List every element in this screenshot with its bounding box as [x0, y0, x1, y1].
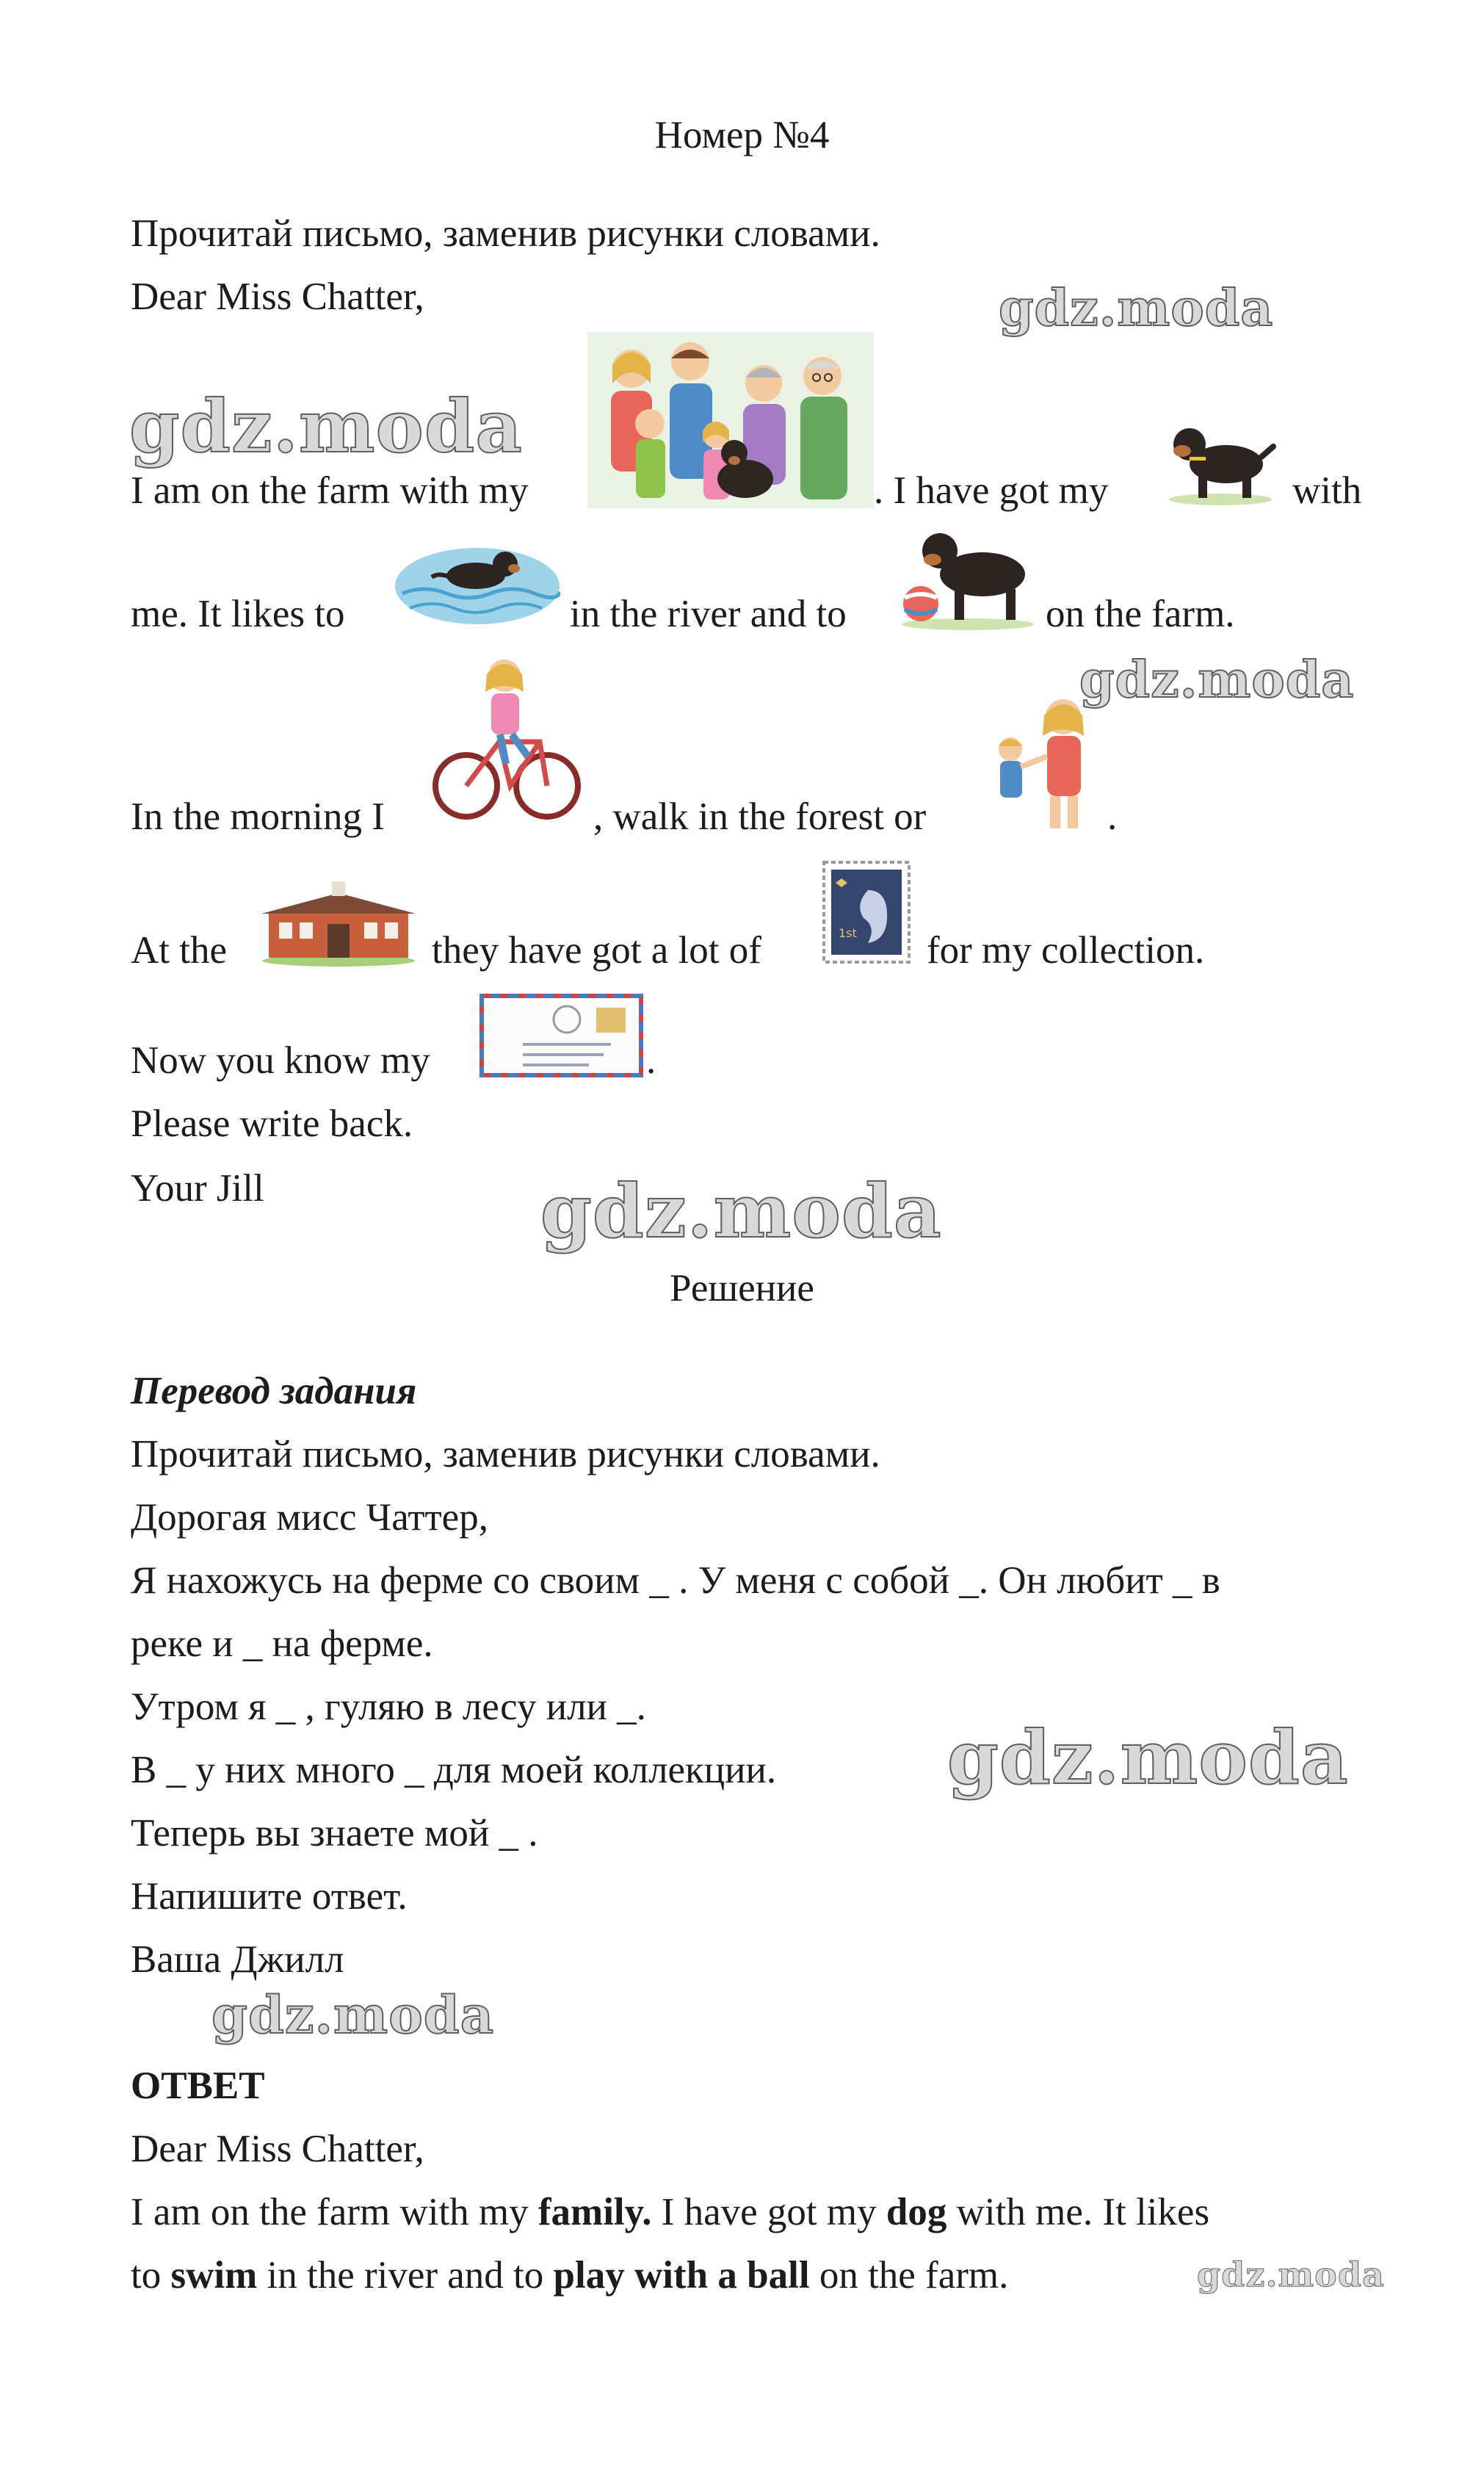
translation-line: Дорогая мисс Чаттер,: [131, 1496, 488, 1539]
letter-line3-part3: .: [1107, 795, 1118, 838]
answer-text: in the river and to: [257, 2254, 554, 2297]
swimming-dog-picture: [395, 527, 560, 630]
translation-line: Утром я _ , гуляю в лесу или _.: [131, 1686, 646, 1728]
letter-line1-part3: with: [1292, 469, 1362, 512]
letter-line5-part1: Now you know my: [131, 1039, 430, 1082]
watermark: gdz.moda: [947, 1714, 1349, 1801]
answer-text: on the farm.: [809, 2254, 1009, 2297]
letter-signature: Your Jill: [131, 1167, 264, 1210]
letter-line2-part1: me. It likes to: [131, 593, 345, 635]
letter-line3-part1: In the morning I: [131, 795, 385, 838]
answer-line-1: [131, 2189, 1209, 2236]
translation-heading: Перевод задания: [131, 1370, 417, 1412]
letter-closing-please-write: Please write back.: [131, 1102, 413, 1145]
watermark: gdz.moda: [1197, 2255, 1385, 2294]
answer-word-swim: swim: [170, 2254, 258, 2297]
post-office-building-picture: [261, 878, 416, 967]
task-instruction: Прочитай письмо, заменив рисунки словами.: [131, 212, 880, 255]
answer-greeting: Dear Miss Chatter,: [131, 2128, 424, 2170]
translation-line: реке и _ на ферме.: [131, 1622, 433, 1665]
family-picture: [587, 332, 874, 508]
answer-word-dog: dog: [886, 2191, 947, 2233]
letter-line1-part1: I am on the farm with my: [131, 469, 529, 512]
watermark: gdz.moda: [540, 1168, 942, 1254]
translation-line: Ваша Джилл: [131, 1938, 344, 1981]
answer-heading: ОТВЕТ: [131, 2065, 265, 2107]
solution-heading: Решение: [670, 1267, 814, 1310]
letter-line4-part1: At the: [131, 929, 227, 972]
letter-line2-part3: on the farm.: [1046, 593, 1235, 635]
answer-word-family: family.: [538, 2191, 652, 2233]
watermark: gdz.moda: [999, 279, 1274, 338]
translation-line: Теперь вы знаете мой _ .: [131, 1812, 538, 1854]
dog-picture: [1162, 411, 1279, 507]
letter-greeting: Dear Miss Chatter,: [131, 275, 424, 318]
answer-text: with me. It likes: [946, 2191, 1210, 2233]
page-title: Номер №4: [654, 114, 830, 156]
letter-line4-part3: for my collection.: [927, 929, 1205, 972]
answer-word-play-with-a-ball: play with a ball: [553, 2254, 810, 2297]
translation-line: В _ у них много _ для моей коллекции.: [131, 1749, 777, 1791]
postage-stamp-picture: [822, 861, 911, 964]
dog-with-ball-picture: [894, 521, 1041, 632]
answer-text: I am on the farm with my: [131, 2191, 538, 2233]
translation-line: Я нахожусь на ферме со своим _ . У меня с собой _. Он любит _ в: [131, 1559, 1220, 1602]
letter-line2-part2: in the river and to: [570, 593, 847, 635]
letter-line3-part2: , walk in the forest or: [593, 795, 927, 838]
answer-text: I have got my: [651, 2191, 886, 2233]
girls-playing-with-doll-picture: [977, 690, 1109, 837]
translation-line: Прочитай письмо, заменив рисунки словами.: [131, 1433, 880, 1475]
stamp-value-label: 1st: [839, 926, 857, 940]
letter-line4-part2: they have got a lot of: [432, 929, 761, 972]
envelope-picture: [479, 993, 644, 1078]
girl-on-bicycle-picture: [430, 654, 584, 830]
letter-line5-part2: .: [646, 1039, 656, 1082]
letter-line1-part2: . I have got my: [874, 469, 1109, 512]
watermark: gdz.moda: [211, 1984, 495, 2045]
watermark: gdz.moda: [129, 385, 523, 469]
answer-text: to: [131, 2254, 171, 2297]
watermark: gdz.moda: [1079, 651, 1355, 709]
translation-line: Напишите ответ.: [131, 1875, 408, 1918]
answer-line-2: [131, 2252, 1008, 2299]
